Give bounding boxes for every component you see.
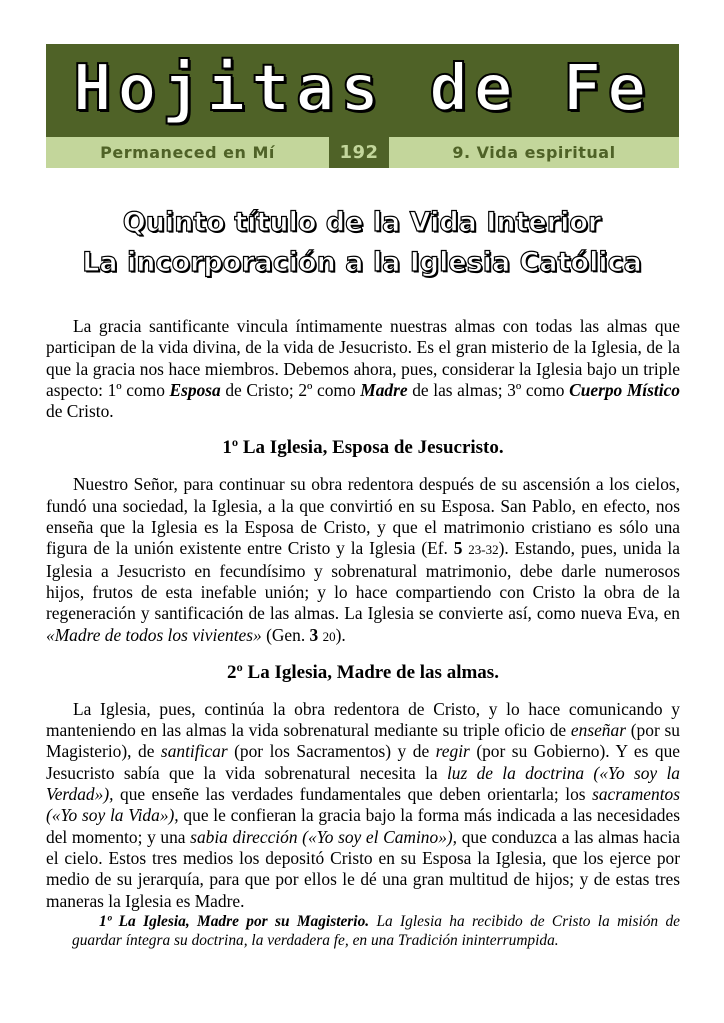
text-run: que enseñe las verdades fundamentales que deben orientarla; los [113,784,593,805]
section-heading-2: 2º La Iglesia, Madre de las almas. [227,661,499,683]
brand-title: Hojitas de Fe [73,52,652,126]
italic-term: sabia dirección («Yo soy el Camino»), [190,826,458,847]
text-run: (por su Magisterio), de [46,720,680,762]
italic-term: sacramentos («Yo soy la Vida»), [46,784,680,826]
bible-verses: 20 [322,628,336,644]
intro-paragraph [46,316,680,422]
italic-term: santificar [160,741,228,762]
footnote-heading: 1º La Iglesia, Madre por su Magisterio. [99,912,370,930]
italic-term: luz de la doctrina («Yo soy la Verdad»), [46,762,680,805]
document-title-line1: Quinto título de la Vida Interior [122,207,602,238]
italic-term: enseñar [570,720,626,741]
text-run: Nuestro Señor, para continuar su obra redentora después de su ascensión a los cielos, fundó una sociedad, la Iglesia, a la que convirtió en su Esposa. San Pablo, en efecto, nos enseña que la Iglesia es la Esposa de Cristo, y que el matrimonio cristiano es sólo una figura de la unión existente entre Cristo y la Iglesia (Ef. [46,474,680,559]
issue-number: 192 [329,137,389,168]
emphasis: Esposa [169,379,221,400]
category-label: 9. Vida espiritual [389,137,679,168]
section2-paragraph [46,699,680,912]
text-run: de Cristo; 2º como [220,379,361,400]
text-run: de Cristo. [46,401,114,422]
bible-chapter: 3 [309,624,319,645]
emphasis: Madre [360,379,408,400]
text-run: que conduzca a las almas hacia el cielo. Estos tres medios los depositó Cristo en su Esposa la Iglesia, que los ejerce por medio de su jerarquía, para que por ellos le dé una gran multitud de hijos; y de estas tres maneras la Iglesia es Madre. [46,826,680,911]
footnote-text: La Iglesia ha recibido de Cristo la misión de guardar íntegra su doctrina, la verdadera fe, en una Tradición ininterrumpida. [72,912,680,949]
section-heading-1: 1º La Iglesia, Esposa de Jesucristo. [222,437,504,459]
emphasis: Cuerpo Místico [569,379,680,400]
text-run: La gracia santificante vincula íntimamente nuestras almas con todas las almas que participan de la vida divina, de la vida de Jesucristo. Es el gran misterio de la Iglesia, de la que la gracia nos hace miembros. Debemos ahora, pues, considerar la Iglesia bajo un triple aspecto: 1º como [46,316,680,400]
header-banner [46,44,679,168]
banner-top [46,44,679,137]
italic-term: regir [435,741,470,762]
text-run: de las almas; 3º como [407,379,570,400]
section1-paragraph [46,474,680,646]
text-run: que le confieran la gracia bajo la forma más indicada a las necesidades del momento; y una [46,805,680,847]
article-body [46,316,680,950]
text-run: (por los Sacramentos) y de [227,741,436,762]
text-run: (por su Gobierno). Y es que Jesucristo sabía que la vida sobrenatural necesita la [46,741,680,783]
text-run: ). [335,624,346,645]
quote: «Madre de todos los vivientes» [46,624,262,645]
text-run: ). Estando, pues, unida la Iglesia a Jesucristo en fecundísimo y sobrenatural matrimonio, debe darle numerosos hijos, frutos de esta inefable unión; y lo hace compartiendo con Cristo la obra de la regeneración y santificación de las almas. La Iglesia se convierte así, como nueva Eva, en [46,538,680,624]
text-run: La Iglesia, pues, continúa la obra redentora de Cristo, y lo hace comunicando y manteniendo en las almas la vida sobrenatural mediante su triple oficio de [46,698,680,741]
banner-subbar [46,137,679,168]
bible-verses: 23-32 [468,542,499,558]
series-label: Permaneced en Mí [46,137,329,168]
text-run: (Gen. [261,624,310,645]
footnote [46,912,680,950]
document-title-line2: La incorporación a la Iglesia Católica [82,247,642,278]
bible-chapter: 5 [453,538,463,559]
